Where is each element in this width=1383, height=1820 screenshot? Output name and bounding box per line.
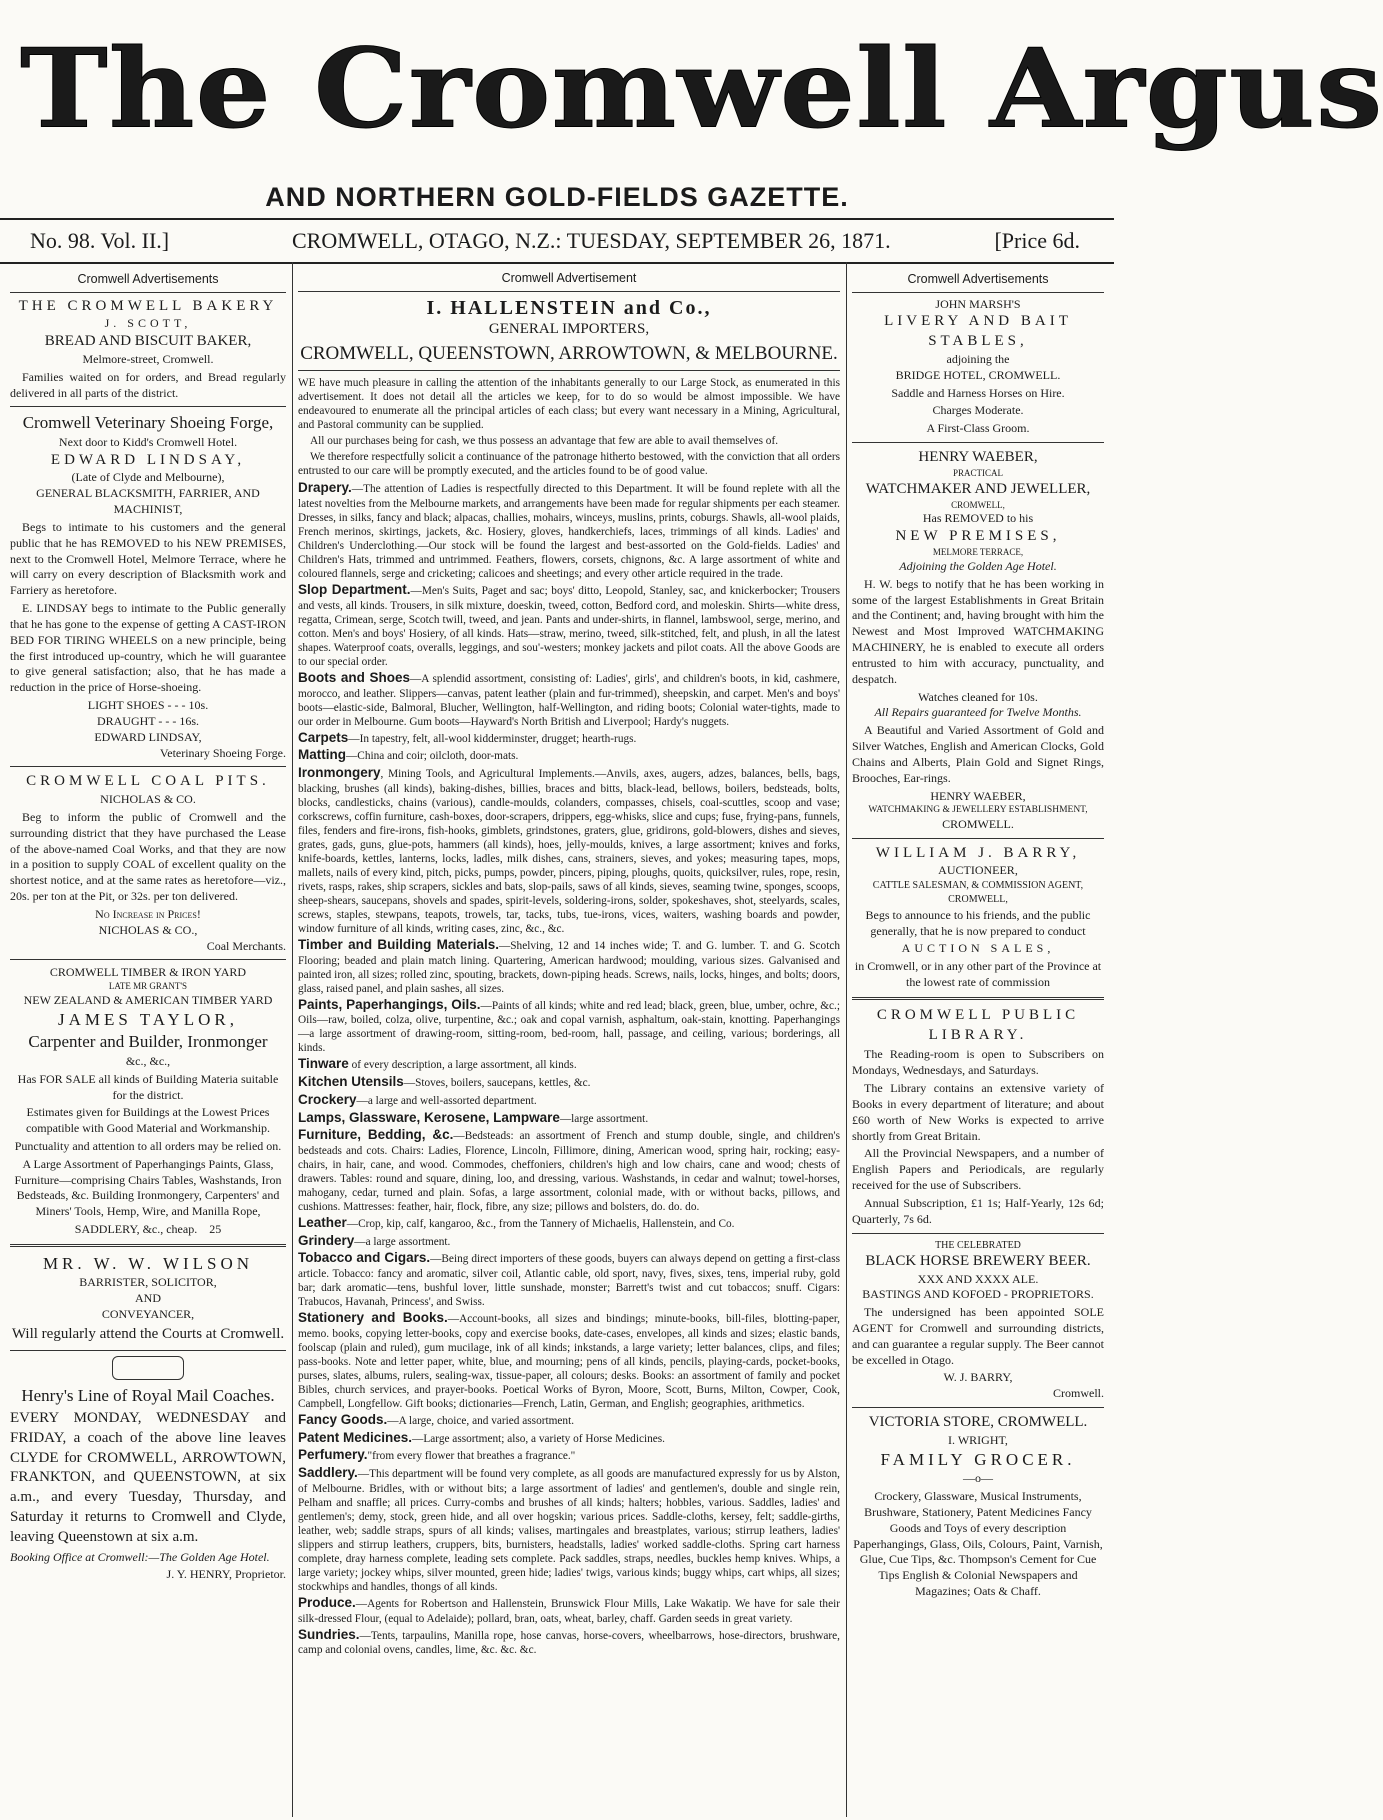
- ad-celebrated: THE CELEBRATED: [935, 1239, 1021, 1251]
- masthead: [0, 0, 1383, 212]
- category-name: Tobacco and Cigars.: [298, 1250, 431, 1266]
- ad-trade: GENERAL BLACKSMITH, FARRIER, AND MACHINIST,: [36, 486, 260, 517]
- ad-title: MR. W. W. WILSON: [42, 1253, 254, 1273]
- ad-signature: Veterinary Shoeing Forge.: [159, 745, 286, 760]
- ad-brewery: [852, 1239, 1104, 1403]
- category-item: [298, 1447, 840, 1464]
- ad-signature: Coal Merchants.: [206, 938, 286, 953]
- category-name: Kitchen Utensils: [298, 1074, 404, 1090]
- divider: [10, 1350, 286, 1351]
- category-name: Fancy Goods.: [298, 1411, 388, 1427]
- rule-top: [0, 218, 1114, 220]
- category-item: [298, 1110, 840, 1127]
- category-item: [298, 582, 840, 669]
- category-text: —In tapestry, felt, all-wool kidderminster, drugget; hearth-rugs.: [348, 732, 637, 745]
- ad-trade: FAMILY GROCER.: [880, 1449, 1076, 1469]
- ad-signature: HENRY WAEBER,: [930, 788, 1026, 803]
- category-name: Ironmongery: [298, 765, 381, 781]
- ad-body: A Large Assortment of Paperhangings Paints, Glass, Furniture—comprising Chairs Tables, Washstands, Iron Bedsteads, &c. Building Ironmongery, Carpenters' and Miners' Tools, Hemp, Wire, and Manilla Rope,: [14, 1156, 282, 1219]
- category-item: [298, 1074, 840, 1091]
- ad-sep: —o—: [963, 1471, 993, 1486]
- category-name: Perfumery.: [298, 1447, 368, 1463]
- category-item: [298, 1310, 840, 1411]
- column-right: [852, 268, 1104, 1602]
- ad-title: THE CROMWELL BAKERY: [18, 297, 278, 314]
- ad-location: Next door to Kidd's Cromwell Hotel.: [58, 434, 238, 449]
- ad-waeber: [852, 448, 1104, 833]
- firm-places: CROMWELL, QUEENSTOWN, ARROWTOWN, & MELBOURNE.: [300, 342, 838, 364]
- ad-body: The Library contains an extensive variety of Books in every department of literature; and about £60 worth of New Works is expected to arrive shortly from Great Britain.: [852, 1081, 1104, 1143]
- column-heading: Cromwell Advertisements: [852, 268, 1104, 293]
- ad-name: I. WRIGHT,: [948, 1432, 1008, 1447]
- category-name: Sundries.: [298, 1626, 360, 1642]
- ad-body: Begs to intimate to his customers and the general public that he has REMOVED to his NEW PREMISES, next to the Cromwell Hotel, Melmore Terrace, where he will carry on every description of Blacksmith work and Farriery as heretofore.: [10, 519, 286, 598]
- ad-body: A First-Class Groom.: [926, 421, 1030, 436]
- category-text: —This department will be found very complete, as all goods are manufactured expressly for us by Alston, of Melbourne. Bridles, with or without bits; a large assortment of ladies' and gentlemen's, double and single rein, Pelham and snaffle; all prices. Curry-combs and brushes of all kinds; halters; hobbles, various. Saddles, ladies' and gentlemen's; demy, stock, green hide, and all over hogskin; various prices. Saddle-cloths, kersey, felt; saddle-girths, leather, web; saddle straps, spurs of all kinds; valises, martingales and breastplates, various; stirrup leathers, ladies' slippers and stirrup leathers, cruppers, bits, burnisters, headstalls, ladies' worked saddle-cloths. Spring cart harness complete, dray harness complete, leading sets complete. Pack saddles, straps, needles, buckles hemp knives. Whips, a large variety; jockey whips, silver mounted, green hide; ladies' twigs, various kinds; buggy whips, cart whips, all sizes; stockwhips and handles, thongs of all kinds.: [298, 1468, 840, 1593]
- category-text: "from every flower that breathes a fragrance.": [367, 1450, 576, 1463]
- ad-etc: &c., &c.,: [125, 1053, 171, 1068]
- ad-title: LIVERY AND BAIT STABLES,: [884, 313, 1072, 350]
- ad-body: Begs to announce to his friends, and the public generally, that he is now prepared to conduct: [865, 907, 1091, 938]
- category-item: [298, 1465, 840, 1594]
- ad-trade: CATTLE SALESMAN, & COMMISSION AGENT,: [872, 880, 1084, 892]
- category-text: —a large and well-assorted department.: [356, 1094, 537, 1107]
- category-text: —A splendid assortment, consisting of: Ladies', girls', and children's boots, in kid, cashmere, morocco, and leather. Slippers—canvas, patent leather (plain and fur-trimmed), sheepskin, and carpet. Men's and boys' boots—elastic-side, Balmoral, Blucher, Wellington, half-Wellington, and riding boots; Colonial water-tights, made to our order in Melbourne. Gum boots—Hayward's North British and Liverpool; Hardy's nuggets.: [298, 672, 840, 728]
- category-item: [298, 480, 840, 581]
- firm-name: I. HALLENSTEIN and Co.,: [426, 296, 712, 319]
- ad-town: CROMWELL,: [951, 499, 1005, 510]
- ad-body: Charges Moderate.: [932, 403, 1024, 418]
- category-name: Slop Department.: [298, 582, 411, 598]
- ad-body: Has FOR SALE all kinds of Building Materia suitable for the district.: [17, 1071, 279, 1102]
- ad-body: All the Provincial Newspapers, and a number of English Papers and Periodicals, are regularly received for the use of Subscribers.: [852, 1146, 1104, 1193]
- intro-paragraph: We therefore respectfully solicit a continuance of the patronage hitherto bestowed, with the conviction that all orders entrusted to our care will be promptly executed, and the articles found to be of good value.: [298, 451, 840, 478]
- column-divider: [292, 262, 293, 1817]
- ad-repairs: All Repairs guaranteed for Twelve Months.: [874, 705, 1082, 720]
- rule-bottom: [0, 262, 1114, 264]
- price: [Price 6d.: [994, 228, 1080, 253]
- divider: [852, 442, 1104, 443]
- ad-adj: Adjoining the Golden Age Hotel.: [899, 558, 1057, 573]
- ad-number: 25: [209, 1222, 222, 1237]
- ad-signature: NICHOLAS & CO.,: [98, 922, 198, 937]
- category-name: Stationery and Books.: [298, 1310, 448, 1326]
- ad-title: VICTORIA STORE, CROMWELL.: [868, 1414, 1088, 1431]
- ad-title: Henry's Line of Royal Mail Coaches.: [21, 1385, 275, 1405]
- ad-title: CROMWELL TIMBER & IRON YARD: [49, 965, 247, 980]
- category-name: Lamps, Glassware, Kerosene, Lampware: [298, 1109, 560, 1125]
- ad-veterinary: [10, 412, 286, 761]
- category-name: Boots and Shoes: [298, 669, 410, 685]
- ad-hotel: BRIDGE HOTEL, CROMWELL.: [895, 367, 1061, 382]
- firm-trade: GENERAL IMPORTERS,: [488, 321, 650, 338]
- category-name: Produce.: [298, 1594, 356, 1610]
- ad-name: HENRY WAEBER,: [918, 449, 1038, 466]
- price-draught: DRAUGHT - - - 16s.: [96, 713, 200, 728]
- ad-trade: CROMWELL,: [948, 893, 1008, 905]
- ad-title: BLACK HORSE BREWERY BEER.: [865, 1252, 1091, 1269]
- column-heading: Cromwell Advertisements: [10, 268, 286, 293]
- divider: [298, 370, 840, 371]
- ad-signature: SADDLERY, &c., cheap. 25: [74, 1222, 222, 1237]
- ad-coaches: [10, 1356, 286, 1584]
- category-item: [298, 1215, 840, 1232]
- category-item: [298, 747, 840, 764]
- ad-body: Beg to inform the public of Cromwell and the surrounding district that they have purchased the Lease of the above-named Coal Works, and that they are now in a position to supply COAL of excellent quality on the shortest notice, and at the same rates as heretofore—viz., 20s. per ton at the Pit, or 32s. per ton delivered.: [10, 810, 286, 904]
- newspaper-subtitle: AND NORTHERN GOLD-FIELDS GAZETTE.: [265, 182, 849, 212]
- ad-yard: NEW ZEALAND & AMERICAN TIMBER YARD: [23, 993, 273, 1008]
- category-name: Grindery: [298, 1232, 355, 1248]
- category-name: Paints, Paperhangings, Oils.: [298, 996, 481, 1012]
- ad-body: Families waited on for orders, and Bread regularly delivered in all parts of the district.: [10, 369, 286, 400]
- ad-trade: BARRISTER, SOLICITOR,: [79, 1275, 217, 1290]
- ad-title: Cromwell Veterinary Shoeing Forge,: [22, 413, 274, 433]
- category-list: [298, 480, 840, 1657]
- ad-name: JOHN MARSH'S: [935, 296, 1021, 311]
- ad-proprietor: J. SCOTT,: [104, 316, 192, 331]
- ad-removed: Has REMOVED to his: [922, 511, 1034, 526]
- category-text: —Bedsteads: an assortment of French and stump double, single, and children's bedsteads and cots. Chairs: Ladies, Florence, Lincoln, Fillimore, dining, American wood, spring hair, rocking; easy-chairs, in hair, cane, and wood. Commodes, cheffoniers, children's high and low chairs, cane and wood; chests of drawers. Tables: round and square, dining, loo, and dressing, various. Washstands, in cedar and walnut; towel-horses, mahogany, cedar, turned and plain. Sofas, a large assortment, colonial made, with or without backs, pillows, and cushions. Mattresses: feather, hair, flock, fibre, any size; pillows and bolsters, do. do. do.: [298, 1130, 840, 1213]
- category-text: —a large assortment.: [354, 1235, 451, 1248]
- divider: [852, 1407, 1104, 1408]
- category-text: —The attention of Ladies is respectfully directed to this Department. It will be found replete with all the latest novelties from the Melbourne markets, and arrangements have been made for regular shipments per each steamer. Dresses, in silks, fancy and black; alpacas, challies, mohairs, winceys, muslins, prints, coburgs. Shawls, all-wool plaids, French merinos, skirtings, jackets, &c. Hosiery, gloves, handkerchiefs, laces, trimmings of all kinds. Ladies' and Children's Underclothing.—Our stock will be found the largest and best-assorted on the Gold-fields. Ladies' and Children's Hats, trimmed and untrimmed. Feathers, flowers, corsets, chignons, &c. A large assortment of white and coloured flannels, serge and cricketing; calicoes and sheetings; and every other article required in the trade.: [298, 483, 840, 581]
- ad-office: Booking Office at Cromwell:—The Golden Age Hotel.: [10, 1549, 270, 1564]
- ad-barry: [852, 844, 1104, 991]
- ad-body: EVERY MONDAY, WEDNESDAY and FRIDAY, a coach of the above line leaves CLYDE for CROMWELL, ARROWTOWN, FRANKTON, and QUEENSTOWN, at six a.m., and every Tuesday, Thursday, and Saturday it returns to Cromwell and Clyde, leaving Queenstown at six a.m.: [10, 1409, 286, 1545]
- category-text: —China and coir; oilcloth, door-mats.: [346, 750, 519, 763]
- category-name: Leather: [298, 1214, 347, 1230]
- category-name: Furniture, Bedding, &c.: [298, 1127, 454, 1143]
- dateline: [30, 222, 1080, 262]
- ad-victoria: [852, 1413, 1104, 1600]
- ad-note: No Increase in Prices!: [95, 906, 201, 921]
- category-text: —Shelving, 12 and 14 inches wide; T. and G. lumber. T. and G. Scotch Flooring; beaded and plain match lining. Quartering, American hardwood; moulding, various sizes. Galvanised and painted iron, all sizes; rolled zinc, spouting, brackets, down-piping heads. Screws, nails, locks, hinges, and bolts; doors, glass, raised panel, and plain sashes, all sizes.: [298, 939, 840, 995]
- category-item: [298, 1627, 840, 1658]
- ad-body: Saddle and Harness Horses on Hire.: [891, 385, 1065, 400]
- category-item: [298, 1595, 840, 1626]
- ad-coal: [10, 772, 286, 954]
- category-item: [298, 1233, 840, 1250]
- category-name: Patent Medicines.: [298, 1429, 413, 1445]
- category-item: [298, 997, 840, 1056]
- category-item: [298, 1092, 840, 1109]
- ad-body: Punctuality and attention to all orders may be relied on.: [14, 1139, 282, 1153]
- place-date: CROMWELL, OTAGO, N.Z.: TUESDAY, SEPTEMBER 26, 1871.: [292, 228, 891, 253]
- category-name: Saddlery.: [298, 1465, 358, 1481]
- category-text: —Agents for Robertson and Hallenstein, Brunswick Flour Mills, Lake Wakatip. We have for sale their silk-dressed Flour, (equal to Adelaide); pollard, bran, oats, wheat, barley, chaff. Garden seeds in great variety.: [298, 1597, 840, 1625]
- column-center: [298, 268, 840, 1658]
- coach-icon: [10, 1356, 286, 1385]
- category-item: [298, 1412, 840, 1429]
- ad-props: BASTINGS AND KOFOED - PROPRIETORS.: [862, 1287, 1094, 1302]
- ad-body: Estimates given for Buildings at the Lowest Prices compatible with Good Material and Workmanship.: [25, 1105, 271, 1136]
- ad-owner: NICHOLAS & CO.: [100, 792, 196, 807]
- ad-xxx: XXX AND XXXX ALE.: [917, 1271, 1039, 1286]
- ad-adj: adjoining the: [946, 351, 1010, 366]
- ad-bakery: [10, 297, 286, 402]
- ad-late: LATE MR GRANT'S: [108, 981, 188, 992]
- category-item: [298, 730, 840, 747]
- ad-cleaned: Watches cleaned for 10s.: [918, 689, 1038, 704]
- ad-trade: Carpenter and Builder, Ironmonger: [28, 1032, 268, 1052]
- ad-sales: AUCTION SALES,: [901, 941, 1055, 956]
- ad-premises: NEW PREMISES,: [895, 528, 1061, 545]
- ad-body: E. LINDSAY begs to intimate to the Public generally that he has gone to the expense of getting A CAST-IRON BED FOR TIRING WHEELS on a new principle, being the first introduced up-country, which he will guarantee to give general satisfaction; also, that he has made a reduction in the price of Horse-shoeing.: [10, 601, 286, 695]
- divider: [10, 406, 286, 407]
- category-text: —large assortment.: [559, 1112, 649, 1125]
- category-name: Tinware: [298, 1056, 349, 1072]
- category-item: [298, 1250, 840, 1309]
- category-item: [298, 1430, 840, 1447]
- category-item: [298, 1127, 840, 1214]
- ad-signature: WATCHMAKING & JEWELLERY ESTABLISHMENT,: [868, 805, 1088, 816]
- category-item: [298, 670, 840, 729]
- ad-wilson: [10, 1253, 286, 1345]
- category-text: , Mining Tools, and Agricultural Implements.—Anvils, axes, augers, adzes, balances, bells, bags, blacking, brushes (all kinds), baking-dishes, billies, braces and bitts, black-lead, bellows, boilers, bedsteads, bolts, blocks, candlesticks, chains (various), candle-moulds, colanders, compasses, chisels, coal-scuttles, scoop and vase; corkscrews, coffin furniture, cash-boxes, door-scrapers, drippers, egg-whisks, slice and cups; fuse, frying-pans, funnels, files, fenders and fire-irons, fish-hooks, gimblets, grindstones, graters, glue, gridirons, gold-blowers, dishes and sieves, grates, gads, guns, glue-pots, hammers (all kinds), hoes, jelly-moulds, knives, a large assortment; knives and forks, knife-boards, kettles, lanterns, locks, ladles, milk dishes, cans, strainers, sieves, and yokes; measuring tapes, mops, mallets, nails of every kind, pitch, picks, pumps, powder, pincers, piping, ploughs, quoits, quicksilver, rules, rope, resin, rivets, rasps, rakes, ship scrapers, sickles and bats, slop-pails, saws of all kinds, sieves, seaming twine, sponges, scoops, sheep-shears, saucepans, shovels and spades, spirit-levels, soldering-irons, solder, spokeshaves, shot, steelyards, scales, screws, staples, stewpans, teapots, trowels, tar, tacks, tubs, tue-irons, vices, waiters, washing boards and powder, window furniture of all kinds, writing cases, zinc, &c., &c.: [298, 768, 840, 935]
- ad-address: Melmore-street, Cromwell.: [82, 351, 214, 366]
- ad-timber: [10, 965, 286, 1238]
- category-text: —Large assortment; also, a variety of Horse Medicines.: [412, 1432, 666, 1445]
- ad-body: H. W. begs to notify that he has been working in some of the largest Establishments in Great Britain and the Continent; and, having brought with him the Newest and Most Improved WATCHMAKING MACHINERY, he is enabled to execute all orders entrusted to him with accuracy, punctuality, and despatch.: [852, 576, 1104, 686]
- ad-body: A Beautiful and Varied Assortment of Gold and Silver Watches, English and American Clocks, Gold Chains and Alberts, Plain Gold and Signet Rings, Brooches, Ear-rings.: [852, 723, 1104, 785]
- ad-body: The undersigned has been appointed SOLE AGENT for Cromwell and surrounding districts, and can guarantee a regular supply. The Beer cannot be excelled in Otago.: [852, 1305, 1104, 1367]
- category-name: Timber and Building Materials.: [298, 936, 499, 952]
- category-item: [298, 1056, 840, 1073]
- ad-marsh: [852, 297, 1104, 438]
- category-item: [298, 765, 840, 936]
- category-name: Matting: [298, 747, 346, 763]
- ad-body: The Reading-room is open to Subscribers on Mondays, Wednesdays, and Saturdays.: [852, 1047, 1104, 1078]
- ad-trade: AND: [135, 1291, 161, 1306]
- category-text: —Tents, tarpaulins, Manilla rope, hose canvas, horse-covers, wheelbarrows, hose-directors, brushware, camp and colonial ovens, candles, lime, &c. &c. &c.: [298, 1629, 840, 1657]
- ad-signature: W. J. BARRY,: [943, 1370, 1013, 1385]
- ad-library: [852, 1006, 1104, 1228]
- category-text: —A large, choice, and varied assortment.: [387, 1414, 575, 1427]
- category-name: Drapery.: [298, 480, 352, 496]
- issue-number: No. 98. Vol. II.]: [30, 228, 170, 253]
- category-name: Crockery: [298, 1091, 357, 1107]
- newspaper-title: The Cromwell Argus: [20, 24, 1383, 153]
- category-text: —Being direct importers of these goods, buyers can always depend on getting a first-class article. Tobacco: fancy and aromatic, silver coil, Atlantic cable, old sport, navy, fives, sixes, tens, imperial ruby, gold bar; dark aromatic—tens, bushful lover, little sunshade, monster; Barrett's twist and cut tobaccos; snuff. Cigars: Trabucos, Havanah, Princess', and Swiss.: [298, 1253, 840, 1309]
- category-text: of every description, a large assortment, all kinds.: [348, 1059, 577, 1072]
- ad-trade: BREAD AND BISCUIT BAKER,: [44, 333, 252, 350]
- column-divider: [846, 262, 847, 1817]
- ad-signature: J. Y. HENRY, Proprietor.: [166, 1567, 286, 1582]
- divider: [10, 1244, 286, 1247]
- ad-trade: WATCHMAKER AND JEWELLER,: [865, 480, 1091, 497]
- ad-practical: PRACTICAL: [952, 467, 1003, 478]
- category-item: [298, 937, 840, 996]
- ad-body: in Cromwell, or in any other part of the Province at the lowest rate of commission: [854, 959, 1102, 989]
- intro-paragraph: All our purchases being for cash, we thus possess an advantage that few are able to avail themselves of.: [310, 435, 779, 448]
- ad-signature: CROMWELL.: [942, 816, 1014, 831]
- column-left: [10, 268, 286, 1583]
- category-text: —Men's Suits, Paget and sac; boys' ditto, Leopold, Stanley, sac, and knickerbocker; Trousers and vests, all kinds. Trousers, in silk mixture, doeskin, tweed, cotton, Bedford cord, and moleskin. Shirts—white dress, regatta, Crimean, serge, Scotch twill, tweed, and jean. Pants and under-shirts, in flannel, lambswool, serge, merino, and cotton. Men's and boys' Hosiery, of all kinds. Hats—straw, merino, tweed, silk-stitched, felt, and plush, in all the latest shapes. Waterproof coats, overalls, leggings, and sou'-westers; monkey jackets and pilot coats. All the above Goods are to our special order.: [298, 585, 840, 668]
- category-text: —Account-books, all sizes and bindings; minute-books, bill-files, blotting-paper, memo. books, copying letter-books, copy and exercise books, date-cases, envelopes, all kinds and sizes; elastic bands, foolscap (plain and ruled), gum mucilage, ink of all kinds; inkstands, a large variety; letter balances, clips, and files; pass-books. Note and letter paper, white, blue, and mourning; pens of all kinds, pencils, playing-cards, pocket-books, purses, slates, albums, rulers, sealing-wax, tissue-paper, all colours; desks. Books: an assortment of family and pocket Bibles, church services, and prayer-books. Poetical Works of Byron, Moore, Scott, Burns, Milton, Cowper, Cook, Campbell, Longfellow. Gift books; dictionaries—French, Latin, German, and English; geographies, arithmetics.: [298, 1313, 841, 1410]
- category-text: —Paints of all kinds; white and red lead; black, green, blue, umber, ochre, &c.; Oils—raw, boiled, colza, olive, turpentine, &c.; oak and copal varnish, asphaltum, oak-stain, knotting. Paperhangings—a large assortment of drawing-room, sitting-room, bed-room, hall, passage, and ceiling, various; borderings, all kinds.: [298, 999, 841, 1055]
- ad-body: Crockery, Glassware, Musical Instruments, Brushware, Stationery, Patent Medicines Fancy Goods and Toys of every description Paperhangings, Glass, Oils, Colours, Paint, Varnish, Glue, Cue Tips, &c. Thompson's Cement for Cue Tips English & Colonial Newspapers and Magazines; Oats & Chaff.: [853, 1489, 1103, 1598]
- column-heading: Cromwell Advertisement: [298, 268, 840, 292]
- category-text: —Crop, kip, calf, kangaroo, &c., from the Tannery of Michaelis, Hallenstein, and Co.: [346, 1217, 735, 1230]
- ad-trade: CONVEYANCER,: [101, 1307, 195, 1322]
- ad-terrace: MELMORE TERRACE,: [932, 547, 1024, 558]
- ad-title: CROMWELL PUBLIC LIBRARY.: [876, 1006, 1080, 1043]
- category-text: —Stoves, boilers, saucepans, kettles, &c.: [403, 1077, 591, 1090]
- ad-title: CROMWELL COAL PITS.: [26, 773, 270, 790]
- divider: [852, 838, 1104, 839]
- intro-paragraph: WE have much pleasure in calling the attention of the inhabitants generally to our Large Stock, as enumerated in this advertisement. It does not detail all the articles we keep, for to do so would be almost impossible. We have endeavoured to enumerate all the principal articles of each class; but every want necessary in a Mining, Agricultural, and Pastoral community can be supplied.: [298, 377, 840, 432]
- ad-signature: EDWARD LINDSAY,: [94, 729, 202, 744]
- divider: [10, 959, 286, 960]
- category-name: Carpets: [298, 729, 349, 745]
- ad-signature: Cromwell.: [1053, 1386, 1104, 1401]
- ad-name: EDWARD LINDSAY,: [50, 451, 246, 468]
- ad-name: JAMES TAYLOR,: [57, 1009, 239, 1029]
- ad-body: Will regularly attend the Courts at Cromwell.: [11, 1325, 285, 1342]
- ad-formerly: (Late of Clyde and Melbourne),: [71, 470, 225, 485]
- divider: [10, 766, 286, 767]
- divider: [852, 1233, 1104, 1234]
- price-light: LIGHT SHOES - - - 10s.: [87, 698, 209, 713]
- ad-body: Annual Subscription, £1 1s; Half-Yearly, 12s 6d; Quarterly, 7s 6d.: [852, 1195, 1104, 1226]
- ad-trade: AUCTIONEER,: [938, 863, 1018, 878]
- divider: [852, 997, 1104, 1000]
- ad-name: WILLIAM J. BARRY,: [875, 844, 1081, 861]
